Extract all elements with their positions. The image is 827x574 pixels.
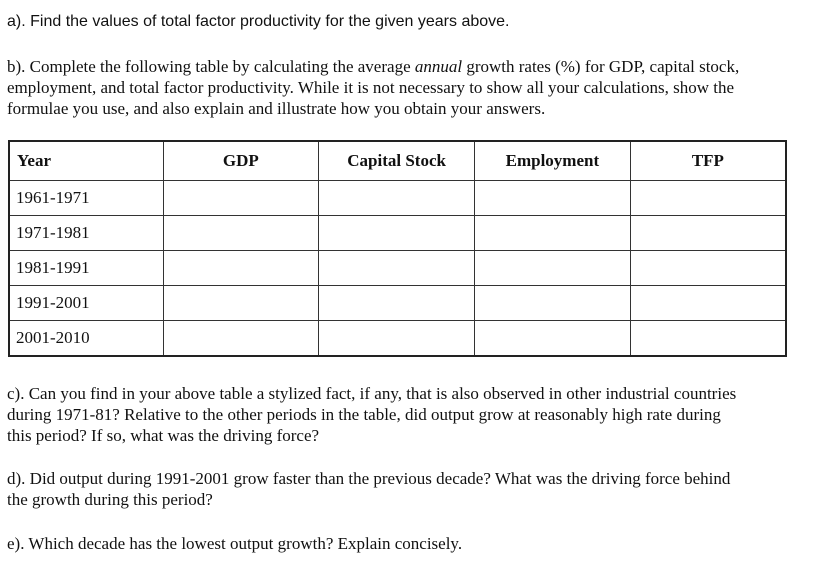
question-b-line-1-end: growth rates (%) for GDP, capital stock, <box>462 57 740 76</box>
question-d <box>7 468 730 510</box>
question-b-line-2: employment, and total factor productivity. While it is not necessary to show all your calculations, show the <box>7 78 735 97</box>
employment-cell[interactable] <box>475 251 631 286</box>
capital-stock-cell[interactable] <box>319 216 475 251</box>
question-d-line-1: d). Did output during 1991-2001 grow faster than the previous decade? What was the driving force behind <box>7 469 731 488</box>
tfp-cell[interactable] <box>630 216 786 251</box>
question-b <box>7 56 739 119</box>
table-row <box>9 286 786 321</box>
question-d-line-2: the growth during this period? <box>7 490 213 509</box>
question-c <box>7 383 736 446</box>
capital-stock-cell[interactable] <box>319 286 475 321</box>
gdp-cell[interactable] <box>163 286 319 321</box>
row-year-cell: 1981-1991 <box>9 251 163 286</box>
capital-stock-cell[interactable] <box>319 251 475 286</box>
question-e: e). Which decade has the lowest output growth? Explain concisely. <box>7 534 463 553</box>
row-year-cell: 1971-1981 <box>9 216 163 251</box>
question-b-line-1-start: b). Complete the following table by calculating the average <box>7 57 415 76</box>
question-b-emphasis: annual <box>414 57 463 76</box>
tfp-cell[interactable] <box>630 181 786 216</box>
header-employment: Employment <box>475 141 631 181</box>
capital-stock-cell[interactable] <box>319 181 475 216</box>
question-b-line-1 <box>7 56 739 77</box>
tfp-cell[interactable] <box>630 286 786 321</box>
table-row <box>9 181 786 216</box>
employment-cell[interactable] <box>475 181 631 216</box>
table-row <box>9 321 786 357</box>
question-b-line-3: formulae you use, and also explain and illustrate how you obtain your answers. <box>7 99 546 118</box>
table-row <box>9 251 786 286</box>
gdp-cell[interactable] <box>163 181 319 216</box>
header-capital-stock: Capital Stock <box>319 141 475 181</box>
row-year-cell: 1991-2001 <box>9 286 163 321</box>
row-year-cell: 2001-2010 <box>9 321 163 357</box>
question-a: a). Find the values of total factor productivity for the given years above. <box>7 13 510 30</box>
table-header-row <box>9 141 786 181</box>
gdp-cell[interactable] <box>163 216 319 251</box>
tfp-cell[interactable] <box>630 251 786 286</box>
tfp-cell[interactable] <box>630 321 786 357</box>
question-c-line-2: during 1971-81? Relative to the other periods in the table, did output grow at reasonably high rate during <box>7 405 721 424</box>
header-tfp: TFP <box>630 141 786 181</box>
growth-rates-table <box>8 140 787 357</box>
employment-cell[interactable] <box>475 321 631 357</box>
question-c-line-1: c). Can you find in your above table a stylized fact, if any, that is also observed in other industrial countries <box>7 384 737 403</box>
row-year-cell: 1961-1971 <box>9 181 163 216</box>
employment-cell[interactable] <box>475 286 631 321</box>
header-gdp: GDP <box>163 141 319 181</box>
gdp-cell[interactable] <box>163 251 319 286</box>
employment-cell[interactable] <box>475 216 631 251</box>
table-row <box>9 216 786 251</box>
capital-stock-cell[interactable] <box>319 321 475 357</box>
header-year: Year <box>9 141 163 181</box>
gdp-cell[interactable] <box>163 321 319 357</box>
question-c-line-3: this period? If so, what was the driving force? <box>7 426 320 445</box>
